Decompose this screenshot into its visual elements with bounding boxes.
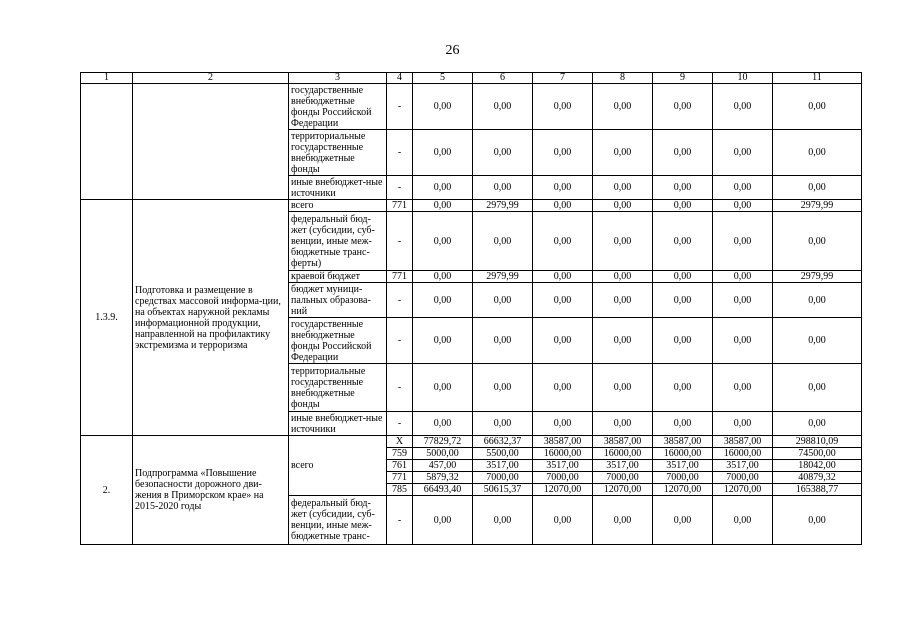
value-cell: 0,00 <box>773 412 862 436</box>
header-cell: 11 <box>773 73 862 84</box>
value-cell: 0,00 <box>713 200 773 212</box>
value-cell: 0,00 <box>533 130 593 176</box>
value-cell: 2979,99 <box>773 271 862 283</box>
value-cell: 0,00 <box>533 271 593 283</box>
value-cell: 0,00 <box>653 271 713 283</box>
value-cell: 0,00 <box>473 84 533 130</box>
header-cell: 4 <box>387 73 413 84</box>
budget-table <box>80 72 862 545</box>
value-cell: 0,00 <box>773 130 862 176</box>
value-cell: 12070,00 <box>533 484 593 496</box>
value-cell: 0,00 <box>533 200 593 212</box>
budget-code: - <box>387 496 413 545</box>
header-cell: 10 <box>713 73 773 84</box>
value-cell: 0,00 <box>413 271 473 283</box>
budget-code: - <box>387 212 413 271</box>
funding-source: федеральный бюд-жет (субсидии, суб-венции, иные меж-бюджетные транс- <box>289 496 387 545</box>
funding-source: краевой бюджет <box>289 271 387 283</box>
value-cell: 0,00 <box>773 364 862 412</box>
value-cell: 74500,00 <box>773 448 862 460</box>
value-cell: 7000,00 <box>593 472 653 484</box>
value-cell: 12070,00 <box>593 484 653 496</box>
value-cell: 0,00 <box>593 496 653 545</box>
value-cell: 0,00 <box>773 84 862 130</box>
value-cell: 0,00 <box>533 283 593 318</box>
value-cell: 0,00 <box>713 84 773 130</box>
value-cell: 0,00 <box>773 176 862 200</box>
funding-source: всего <box>289 200 387 212</box>
value-cell: 3517,00 <box>653 460 713 472</box>
budget-code: 771 <box>387 200 413 212</box>
budget-code: 759 <box>387 448 413 460</box>
value-cell: 2979,99 <box>773 200 862 212</box>
value-cell: 0,00 <box>413 200 473 212</box>
value-cell: 12070,00 <box>653 484 713 496</box>
item-name-cell: Подготовка и размещение в средствах массовой информа-ции, на объектах наружной рекламы информационной продукции, направленной на профилактику экстремизма и терроризма <box>133 200 289 436</box>
value-cell: 3517,00 <box>473 460 533 472</box>
value-cell: 0,00 <box>653 84 713 130</box>
value-cell: 0,00 <box>593 283 653 318</box>
value-cell: 0,00 <box>653 412 713 436</box>
value-cell: 18042,00 <box>773 460 862 472</box>
value-cell: 0,00 <box>773 496 862 545</box>
header-cell: 9 <box>653 73 713 84</box>
value-cell: 7000,00 <box>473 472 533 484</box>
value-cell: 38587,00 <box>533 436 593 448</box>
value-cell: 5879,32 <box>413 472 473 484</box>
value-cell: 0,00 <box>653 212 713 271</box>
value-cell: 16000,00 <box>713 448 773 460</box>
value-cell: 0,00 <box>713 412 773 436</box>
value-cell: 66493,40 <box>413 484 473 496</box>
budget-code: - <box>387 130 413 176</box>
value-cell: 0,00 <box>473 364 533 412</box>
value-cell: 0,00 <box>533 364 593 412</box>
table-row <box>81 200 862 212</box>
funding-source: федеральный бюд-жет (субсидии, суб-венции, иные меж-бюджетные транс-ферты) <box>289 212 387 271</box>
value-cell: 0,00 <box>773 318 862 364</box>
value-cell: 0,00 <box>533 176 593 200</box>
value-cell: 0,00 <box>533 412 593 436</box>
value-cell: 77829,72 <box>413 436 473 448</box>
value-cell: 457,00 <box>413 460 473 472</box>
value-cell: 0,00 <box>473 176 533 200</box>
value-cell: 7000,00 <box>533 472 593 484</box>
value-cell: 38587,00 <box>593 436 653 448</box>
value-cell: 0,00 <box>653 130 713 176</box>
value-cell: 0,00 <box>653 200 713 212</box>
value-cell: 0,00 <box>413 130 473 176</box>
value-cell: 2979,99 <box>473 200 533 212</box>
value-cell: 3517,00 <box>713 460 773 472</box>
value-cell: 0,00 <box>593 200 653 212</box>
value-cell: 0,00 <box>473 318 533 364</box>
value-cell: 0,00 <box>653 364 713 412</box>
funding-source: территориальные государственные внебюджетные фонды <box>289 130 387 176</box>
budget-code: - <box>387 412 413 436</box>
value-cell: 5500,00 <box>473 448 533 460</box>
budget-code: 771 <box>387 271 413 283</box>
value-cell: 66632,37 <box>473 436 533 448</box>
value-cell: 40879,32 <box>773 472 862 484</box>
header-cell: 6 <box>473 73 533 84</box>
budget-code: 771 <box>387 472 413 484</box>
value-cell: 0,00 <box>533 496 593 545</box>
item-name-cell <box>133 84 289 200</box>
value-cell: 0,00 <box>413 318 473 364</box>
funding-source: государственные внебюджетные фонды Российской Федерации <box>289 84 387 130</box>
value-cell: 16000,00 <box>593 448 653 460</box>
value-cell: 0,00 <box>593 318 653 364</box>
header-cell: 5 <box>413 73 473 84</box>
value-cell: 0,00 <box>653 176 713 200</box>
budget-code: - <box>387 283 413 318</box>
value-cell: 0,00 <box>413 496 473 545</box>
value-cell: 0,00 <box>713 283 773 318</box>
value-cell: 0,00 <box>413 84 473 130</box>
value-cell: 0,00 <box>413 412 473 436</box>
value-cell: 0,00 <box>413 283 473 318</box>
value-cell: 0,00 <box>533 318 593 364</box>
value-cell: 0,00 <box>473 283 533 318</box>
header-cell: 2 <box>133 73 289 84</box>
value-cell: 0,00 <box>713 496 773 545</box>
item-number-cell: 1.3.9. <box>81 200 133 436</box>
budget-code: - <box>387 318 413 364</box>
budget-code: - <box>387 364 413 412</box>
value-cell: 0,00 <box>773 283 862 318</box>
value-cell: 7000,00 <box>653 472 713 484</box>
item-number-cell: 2. <box>81 436 133 545</box>
value-cell: 0,00 <box>593 271 653 283</box>
value-cell: 0,00 <box>473 496 533 545</box>
value-cell: 7000,00 <box>713 472 773 484</box>
funding-source: бюджет муници-пальных образова-ний <box>289 283 387 318</box>
value-cell: 0,00 <box>593 176 653 200</box>
value-cell: 3517,00 <box>593 460 653 472</box>
value-cell: 0,00 <box>713 176 773 200</box>
item-name-cell: Подпрограмма «Повышение безопасности дорожного дви-жения в Приморском крае» на 2015-2020 годы <box>133 436 289 545</box>
value-cell: 16000,00 <box>653 448 713 460</box>
value-cell: 0,00 <box>473 412 533 436</box>
value-cell: 0,00 <box>593 364 653 412</box>
budget-code: - <box>387 176 413 200</box>
value-cell: 0,00 <box>473 212 533 271</box>
value-cell: 165388,77 <box>773 484 862 496</box>
value-cell: 0,00 <box>713 212 773 271</box>
header-cell: 1 <box>81 73 133 84</box>
value-cell: 0,00 <box>713 271 773 283</box>
value-cell: 5000,00 <box>413 448 473 460</box>
value-cell: 0,00 <box>413 364 473 412</box>
value-cell: 0,00 <box>713 364 773 412</box>
value-cell: 0,00 <box>653 318 713 364</box>
value-cell: 38587,00 <box>713 436 773 448</box>
value-cell: 0,00 <box>533 212 593 271</box>
budget-code: X <box>387 436 413 448</box>
table-row <box>81 436 862 448</box>
budget-code: 785 <box>387 484 413 496</box>
value-cell: 0,00 <box>473 130 533 176</box>
budget-code: - <box>387 84 413 130</box>
funding-source: иные внебюджет-ные источники <box>289 412 387 436</box>
table-header-row <box>81 73 862 84</box>
header-cell: 8 <box>593 73 653 84</box>
value-cell: 0,00 <box>413 176 473 200</box>
value-cell: 50615,37 <box>473 484 533 496</box>
item-number-cell <box>81 84 133 200</box>
value-cell: 2979,99 <box>473 271 533 283</box>
value-cell: 0,00 <box>713 318 773 364</box>
value-cell: 38587,00 <box>653 436 713 448</box>
value-cell: 0,00 <box>593 130 653 176</box>
value-cell: 12070,00 <box>713 484 773 496</box>
page-number: 26 <box>445 43 460 58</box>
value-cell: 298810,09 <box>773 436 862 448</box>
value-cell: 0,00 <box>773 212 862 271</box>
value-cell: 0,00 <box>413 212 473 271</box>
value-cell: 0,00 <box>593 412 653 436</box>
header-cell: 3 <box>289 73 387 84</box>
funding-source: территориальные государственные внебюджетные фонды <box>289 364 387 412</box>
header-cell: 7 <box>533 73 593 84</box>
funding-source: иные внебюджет-ные источники <box>289 176 387 200</box>
value-cell: 16000,00 <box>533 448 593 460</box>
value-cell: 0,00 <box>713 130 773 176</box>
table-row <box>81 84 862 130</box>
value-cell: 3517,00 <box>533 460 593 472</box>
value-cell: 0,00 <box>593 84 653 130</box>
value-cell: 0,00 <box>653 496 713 545</box>
value-cell: 0,00 <box>653 283 713 318</box>
value-cell: 0,00 <box>533 84 593 130</box>
value-cell: 0,00 <box>593 212 653 271</box>
budget-code: 761 <box>387 460 413 472</box>
funding-source: всего <box>289 436 387 496</box>
funding-source: государственные внебюджетные фонды Российской Федерации <box>289 318 387 364</box>
